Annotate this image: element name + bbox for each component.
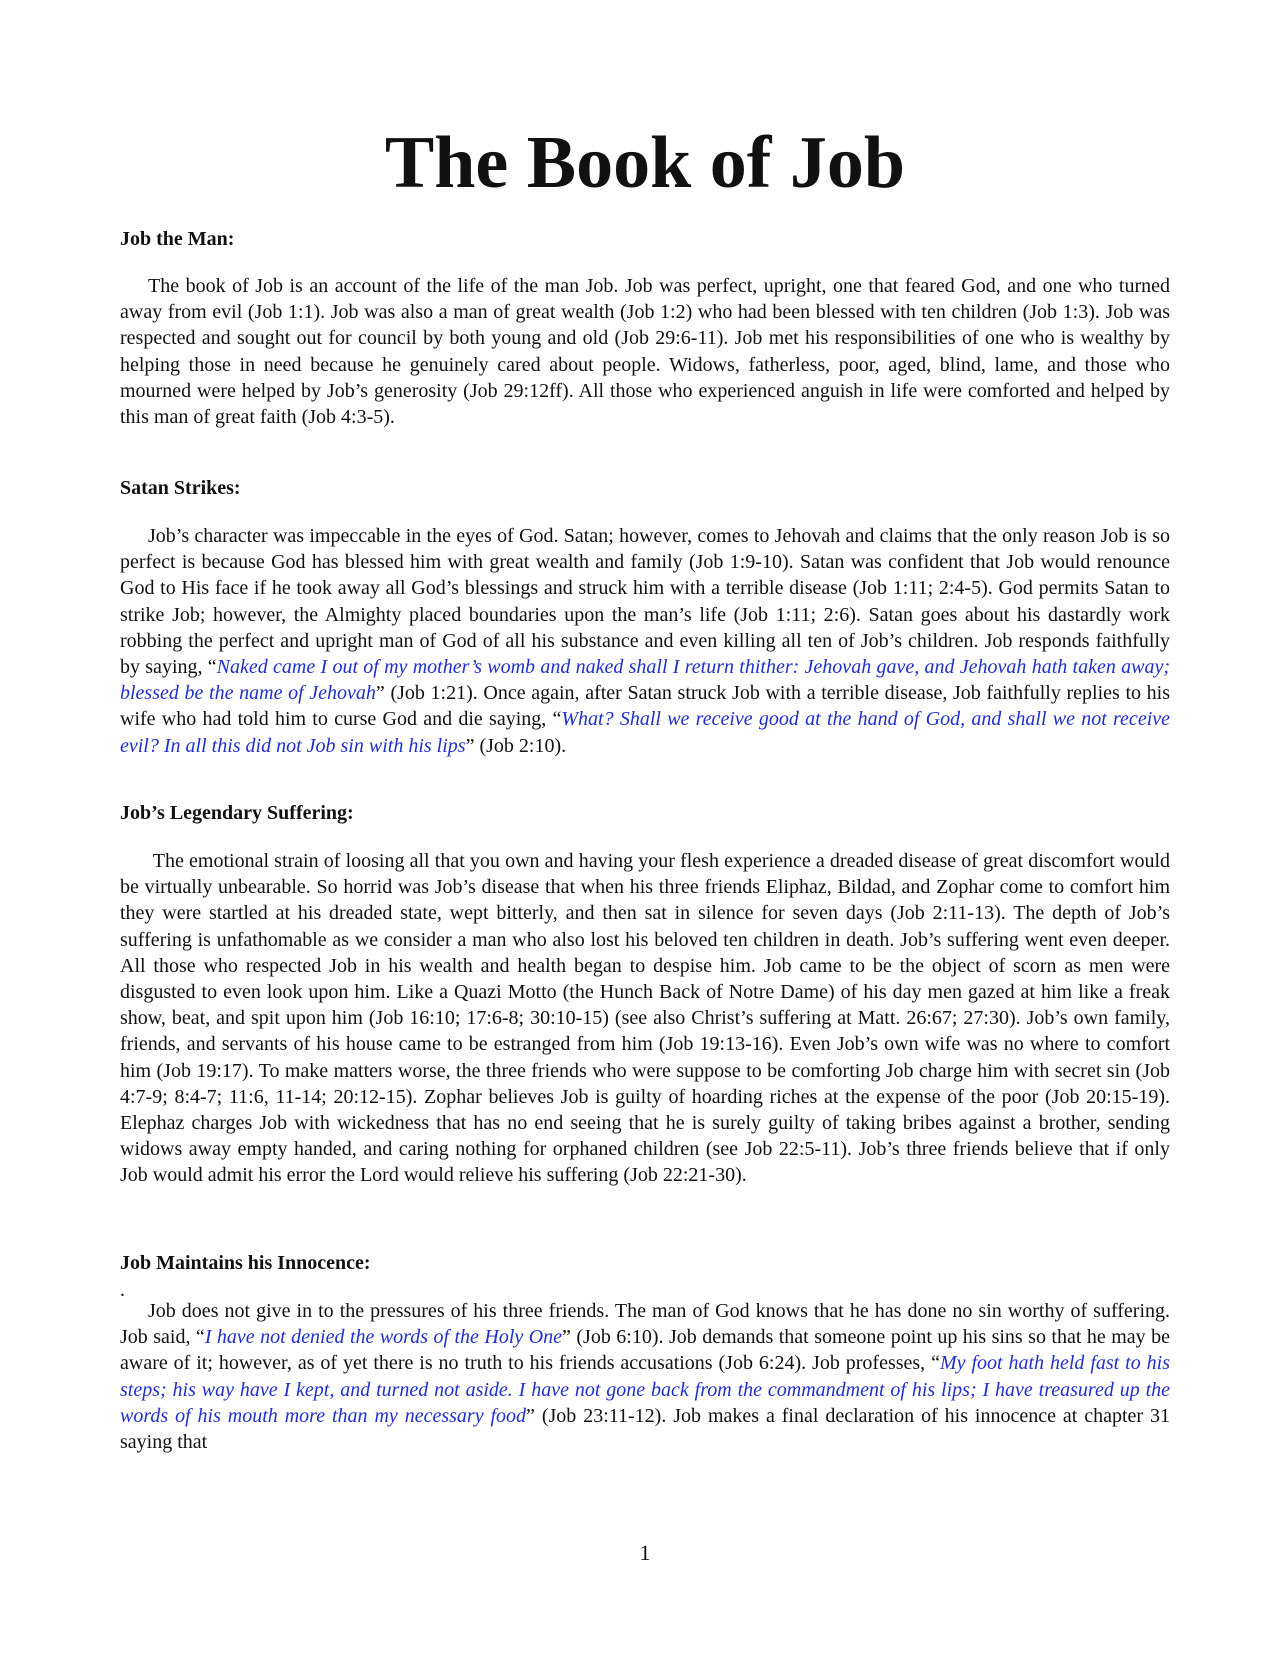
scripture-quote: I have not denied the words of the Holy One — [204, 1326, 563, 1349]
scripture-quote: What? Shall we receive good at the hand of God, and shall we not receive evil? In all this did not Job sin with his lips — [120, 708, 1171, 757]
paragraph-text: Job’s character was impeccable in the eyes of God. Satan; however, comes to Jehovah and claims that the only reason Job is so perfect is because God has blessed him with great wealth and family (Job 1:9-10). Satan was confident that Job would renounce God to His face if he took away all God’s blessings and struck him with a terrible disease (Job 1:11; 2:4-5). God permits Satan to strike Job; however, the Almighty placed boundaries upon the man’s life (Job 1:11; 2:6). Satan goes about his dastardly work robbing the perfect and upright man of God of all his substance and even killing all ten of Job’s children. Job responds faithfully by saying, “ — [120, 525, 1170, 679]
stray-period-mark: . — [120, 1279, 125, 1301]
section-paragraph-satan-strikes — [120, 523, 1170, 759]
section-paragraph-maintains-innocence — [120, 1298, 1170, 1455]
section-heading-job-the-man: Job the Man: — [120, 228, 235, 250]
paragraph-text: ” (Job 1:21). Once again, after Satan struck Job with a terrible disease, Job faithfully replies to his wife who had told him to curse God and die saying, “ — [120, 682, 1170, 731]
paragraph-text: ” (Job 6:10). Job demands that someone point up his sins so that he may be aware of it; however, as of yet there is no truth to his friends accusations (Job 6:24). Job professes, “ — [120, 1326, 1170, 1375]
section-heading-maintains-innocence: Job Maintains his Innocence: — [120, 1252, 371, 1274]
page-number: 1 — [639, 1540, 651, 1565]
paragraph-text: Job does not give in to the pressures of his three friends. The man of God knows that he has done no sin worthy of suffering. Job said, “ — [120, 1300, 1170, 1349]
paragraph-text: ” (Job 23:11-12). Job makes a final declaration of his innocence at chapter 31 saying that — [120, 1404, 1170, 1454]
section-paragraph-job-the-man — [120, 273, 1170, 430]
section-paragraph-legendary-suffering — [120, 848, 1170, 1189]
paragraph-text: The book of Job is an account of the life of the man Job. Job was perfect, upright, one that feared God, and one who turned away from evil (Job 1:1). Job was also a man of great wealth (Job 1:2) who had been blessed with ten children (Job 1:3). Job was respected and sought out for council by both young and old (Job 29:6-11). Job met his responsibilities of one who is wealthy by helping those in need because he genuinely cared about people. Widows, fatherless, poor, aged, blind, lame, and those who mourned were helped by Job’s generosity (Job 29:12ff). All those who experienced anguish in life were comforted and helped by this man of great faith (Job 4:3-5). — [120, 275, 1170, 429]
paragraph-text: The emotional strain of loosing all that you own and having your flesh experience a dreaded disease of great discomfort would be virtually unbearable. So horrid was Job’s disease that when his three friends Eliphaz, Bildad, and Zophar come to comfort him they were startled at his dreaded state, wept bitterly, and then sat in silence for seven days (Job 2:11-13). The depth of Job’s suffering is unfathomable as we consider a man who also lost his beloved ten children in death. Job’s suffering went even deeper. All those who respected Job in his wealth and health began to despise him. Job came to be the object of scorn as men were disgusted to even look upon him. Like a Quazi Motto (the Hunch Back of Notre Dame) of his day men gazed at him like a freak show, beat, and spit upon him (Job 16:10; 17:6-8; 30:10-15) (see also Christ’s suffering at Matt. 26:67; 27:30). Job’s own family, friends, and servants of his house came to be estranged from him (Job 19:13-16). Even Job’s own wife was no where to comfort him (Job 19:17). To make matters worse, the three friends who were suppose to be comforting Job charge him with secret sin (Job 4:7-9; 8:4-7; 11:6, 11-14; 20:12-15). Zophar believes Job is guilty of hoarding riches at the expense of the poor (Job 20:15-19). Elephaz charges Job with wickedness that has no end seeing that he is surely guilty of taking bribes against a brother, sending widows away empty handed, and caring nothing for orphaned children (see Job 22:5-11). Job’s three friends believe that if only Job would admit his error the Lord would relieve his suffering (Job 22:21-30). — [120, 850, 1170, 1187]
section-heading-satan-strikes: Satan Strikes: — [120, 477, 241, 499]
scripture-quote: Naked came I out of my mother’s womb and naked shall I return thither: Jehovah gave, and Jehovah hath taken away; blessed be the name of Jehovah — [120, 656, 1170, 705]
section-heading-legendary-suffering: Job’s Legendary Suffering: — [120, 802, 354, 824]
scripture-quote: My foot hath held fast to his steps; his way have I kept, and turned not aside. I have not gone back from the commandment of his lips; I have treasured up the words of his mouth more than my necessary food — [120, 1352, 1170, 1427]
paragraph-text: ” (Job 2:10). — [465, 734, 567, 757]
document-title: The Book of Job — [384, 122, 906, 204]
